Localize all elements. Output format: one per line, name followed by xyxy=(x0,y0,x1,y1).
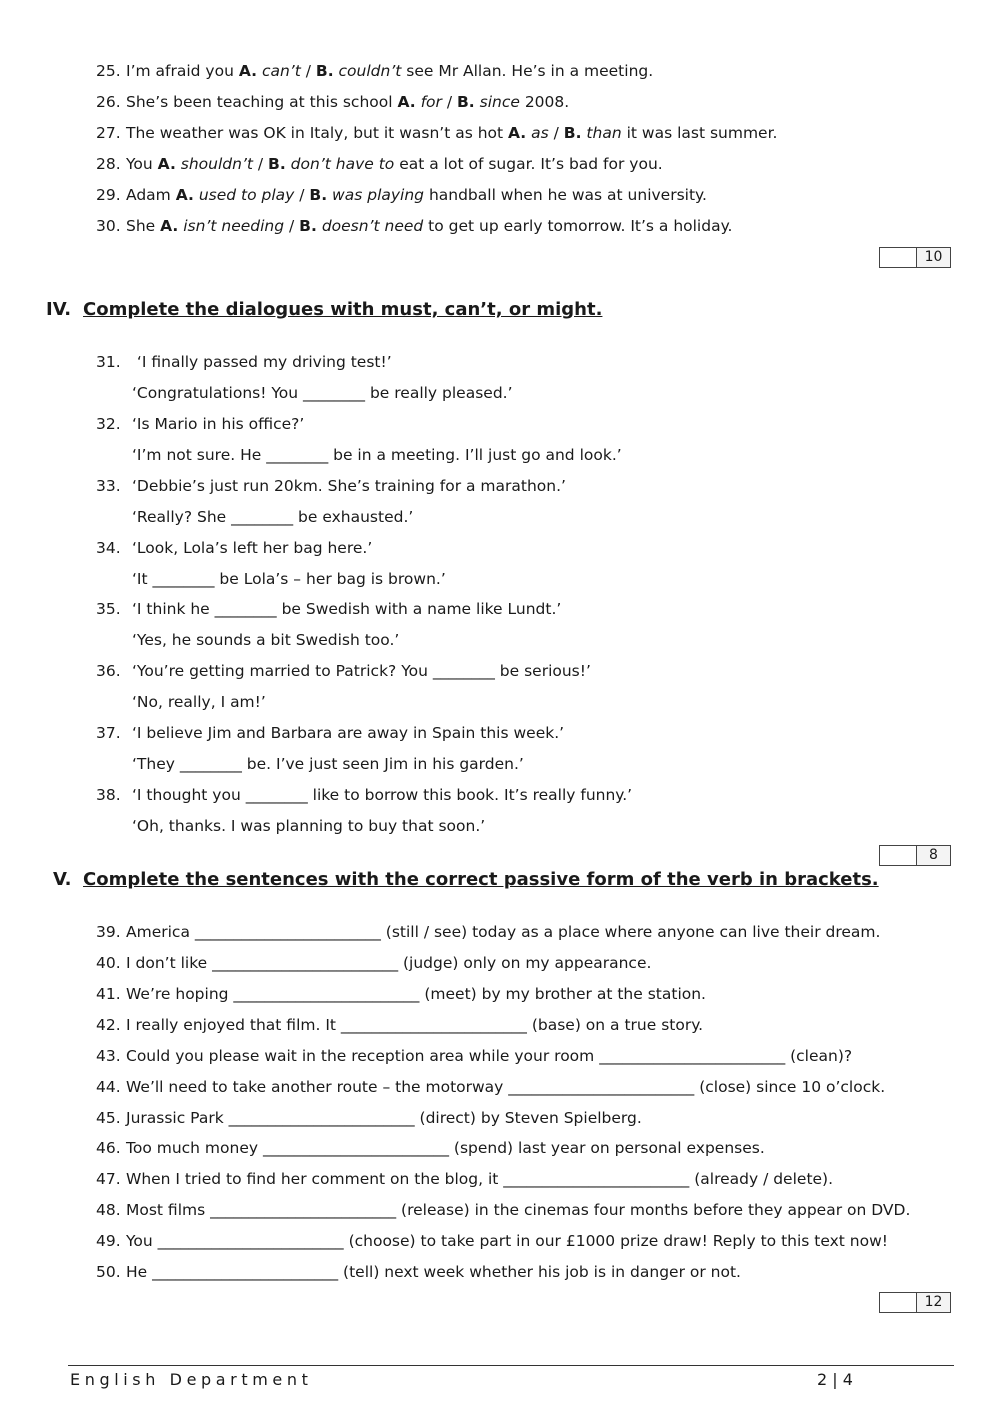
question-50: 50. He ________________________ (tell) next week whether his job is in danger or not. xyxy=(96,1263,741,1281)
question-33-response: ‘Really? She ________ be exhausted.’ xyxy=(132,508,414,526)
question-42: 42. I really enjoyed that film. It ________________________ (base) on a true story. xyxy=(96,1016,704,1034)
question-35: 35. ‘I think he ________ be Swedish with a name like Lundt.’ xyxy=(96,600,562,618)
section-4-heading: IV. Complete the dialogues with must, can’t, or might. xyxy=(46,299,603,320)
question-46: 46. Too much money ________________________ (spend) last year on personal expenses. xyxy=(96,1139,765,1157)
question-36-response: ‘No, really, I am!’ xyxy=(132,693,266,711)
score-box-section-5 xyxy=(879,1292,951,1313)
question-37-response: ‘They ________ be. I’ve just seen Jim in his garden.’ xyxy=(132,755,524,773)
question-39: 39. America ________________________ (still / see) today as a place where anyone can live their dream. xyxy=(96,923,881,941)
question-49: 49. You ________________________ (choose) to take part in our £1000 prize draw! Reply to this text now! xyxy=(96,1232,888,1250)
question-34-response: ‘It ________ be Lola’s – her bag is brown.’ xyxy=(132,570,446,588)
score-input-cell[interactable] xyxy=(880,846,917,865)
question-47: 47. When I tried to find her comment on the blog, it ________________________ (already / delete). xyxy=(96,1170,834,1188)
footer-divider xyxy=(68,1365,954,1366)
question-43: 43. Could you please wait in the reception area while your room ________________________ (clean)? xyxy=(96,1047,853,1065)
question-31-response: ‘Congratulations! You ________ be really pleased.’ xyxy=(132,384,513,402)
question-36: 36. ‘You’re getting married to Patrick? You ________ be serious!’ xyxy=(96,662,591,680)
question-25: 25. I’m afraid you A. can’t / B. couldn’t see Mr Allan. He’s in a meeting. xyxy=(96,62,654,80)
question-37: 37. ‘I believe Jim and Barbara are away in Spain this week.’ xyxy=(96,724,565,742)
question-32-response: ‘I’m not sure. He ________ be in a meeting. I’ll just go and look.’ xyxy=(132,446,622,464)
question-26: 26. She’s been teaching at this school A. for / B. since 2008. xyxy=(96,93,570,111)
score-total: 8 xyxy=(917,846,950,865)
score-total: 10 xyxy=(917,248,950,267)
section-5-heading: V. Complete the sentences with the correct passive form of the verb in brackets. xyxy=(53,869,879,890)
question-41: 41. We’re hoping ________________________ (meet) by my brother at the station. xyxy=(96,985,706,1003)
question-28: 28. You A. shouldn’t / B. don’t have to eat a lot of sugar. It’s bad for you. xyxy=(96,155,663,173)
score-total: 12 xyxy=(917,1293,950,1312)
question-27: 27. The weather was OK in Italy, but it wasn’t as hot A. as / B. than it was last summer. xyxy=(96,124,778,142)
question-29: 29. Adam A. used to play / B. was playing handball when he was at university. xyxy=(96,186,707,204)
footer-department: English Department xyxy=(70,1370,313,1389)
question-34: 34. ‘Look, Lola’s left her bag here.’ xyxy=(96,539,373,557)
score-input-cell[interactable] xyxy=(880,1293,917,1312)
footer-page-number: 2 | 4 xyxy=(817,1370,853,1389)
question-44: 44. We’ll need to take another route – the motorway ________________________ (close) since 10 o’clock. xyxy=(96,1078,886,1096)
question-45: 45. Jurassic Park ________________________ (direct) by Steven Spielberg. xyxy=(96,1109,642,1127)
question-38-response: ‘Oh, thanks. I was planning to buy that soon.’ xyxy=(132,817,486,835)
question-30: 30. She A. isn’t needing / B. doesn’t need to get up early tomorrow. It’s a holiday. xyxy=(96,217,733,235)
score-input-cell[interactable] xyxy=(880,248,917,267)
question-31: 31. ‘I finally passed my driving test!’ xyxy=(96,353,392,371)
question-48: 48. Most films ________________________ (release) in the cinemas four months before they appear on DVD. xyxy=(96,1201,911,1219)
question-38: 38. ‘I thought you ________ like to borrow this book. It’s really funny.’ xyxy=(96,786,633,804)
score-box-section-3 xyxy=(879,247,951,268)
question-33: 33. ‘Debbie’s just run 20km. She’s training for a marathon.’ xyxy=(96,477,566,495)
score-box-section-4 xyxy=(879,845,951,866)
question-32: 32. ‘Is Mario in his office?’ xyxy=(96,415,305,433)
question-35-response: ‘Yes, he sounds a bit Swedish too.’ xyxy=(132,631,400,649)
question-40: 40. I don’t like ________________________ (judge) only on my appearance. xyxy=(96,954,652,972)
